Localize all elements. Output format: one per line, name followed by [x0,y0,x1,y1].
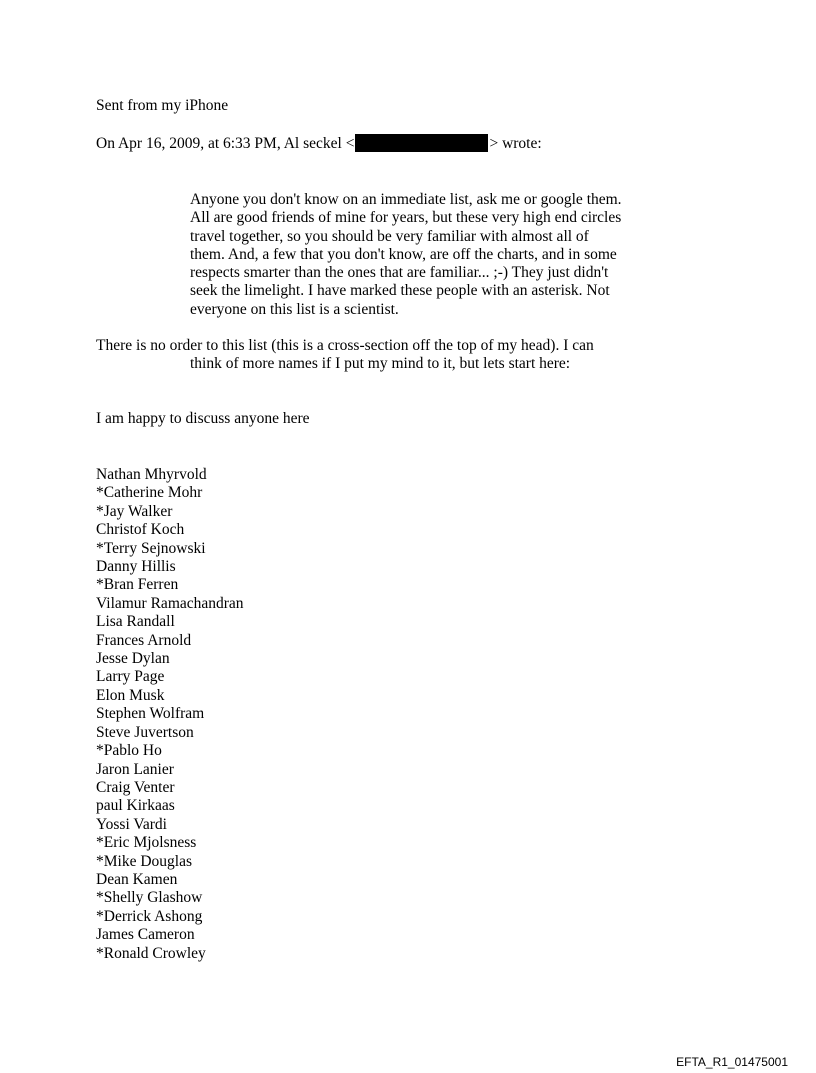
order-note [96,337,594,374]
name-item: Jesse Dylan [96,650,170,668]
quote-line: travel together, so you should be very familiar with almost all of [190,227,589,245]
name-item: Larry Page [96,668,165,686]
quote-line: everyone on this list is a scientist. [190,300,399,318]
name-item: *Jay Walker [96,502,173,520]
name-item: Yossi Vardi [96,815,167,833]
name-item: James Cameron [96,926,195,944]
header-suffix: > wrote: [489,135,542,152]
name-item: *Eric Mjolsness [96,834,197,852]
name-item: Frances Arnold [96,631,192,649]
name-item: *Shelly Glashow [96,889,203,907]
name-item: paul Kirkaas [96,797,175,815]
name-item: *Pablo Ho [96,742,162,760]
order-note-line-1: There is no order to this list (this is a cross-section off the top of my head). I can [96,337,594,354]
quoted-message [190,191,640,319]
name-item: *Derrick Ashong [96,907,203,925]
happy-note: I am happy to discuss anyone here [96,410,310,427]
email-header-line [96,134,542,153]
name-item: Vilamur Ramachandran [96,594,244,612]
quote-line: them. And, a few that you don't know, are off the charts, and in some [190,245,617,263]
quote-line: All are good friends of mine for years, but these very high end circles [190,209,622,227]
quote-line: Anyone you don't know on an immediate list, ask me or google them. [190,191,622,208]
quote-line: seek the limelight. I have marked these people with an asterisk. Not [190,282,610,300]
order-note-line-2: think of more names if I put my mind to it, but lets start here: [190,355,571,373]
name-item: *Catherine Mohr [96,484,203,502]
name-item: *Terry Sejnowski [96,539,206,557]
name-item: Christof Koch [96,521,185,539]
names-list [96,466,244,963]
name-item: Steve Juvertson [96,723,194,741]
name-item: Lisa Randall [96,613,175,631]
name-item: Stephen Wolfram [96,705,205,723]
name-item: *Mike Douglas [96,852,193,870]
sent-from-line: Sent from my iPhone [96,97,229,114]
name-item: Danny Hillis [96,558,176,576]
name-item: Jaron Lanier [96,760,174,778]
redaction-block [355,134,488,152]
header-prefix: On Apr 16, 2009, at 6:33 PM, Al seckel < [96,135,355,152]
document-id: EFTA_R1_01475001 [676,1055,788,1069]
name-item: Nathan Mhyrvold [96,466,207,483]
name-item: Dean Kamen [96,870,178,888]
name-item: *Bran Ferren [96,576,179,594]
name-item: Craig Venter [96,778,175,796]
name-item: Elon Musk [96,686,165,704]
name-item: *Ronald Crowley [96,944,206,962]
quote-line: respects smarter than the ones that are familiar... ;-) They just didn't [190,264,609,282]
